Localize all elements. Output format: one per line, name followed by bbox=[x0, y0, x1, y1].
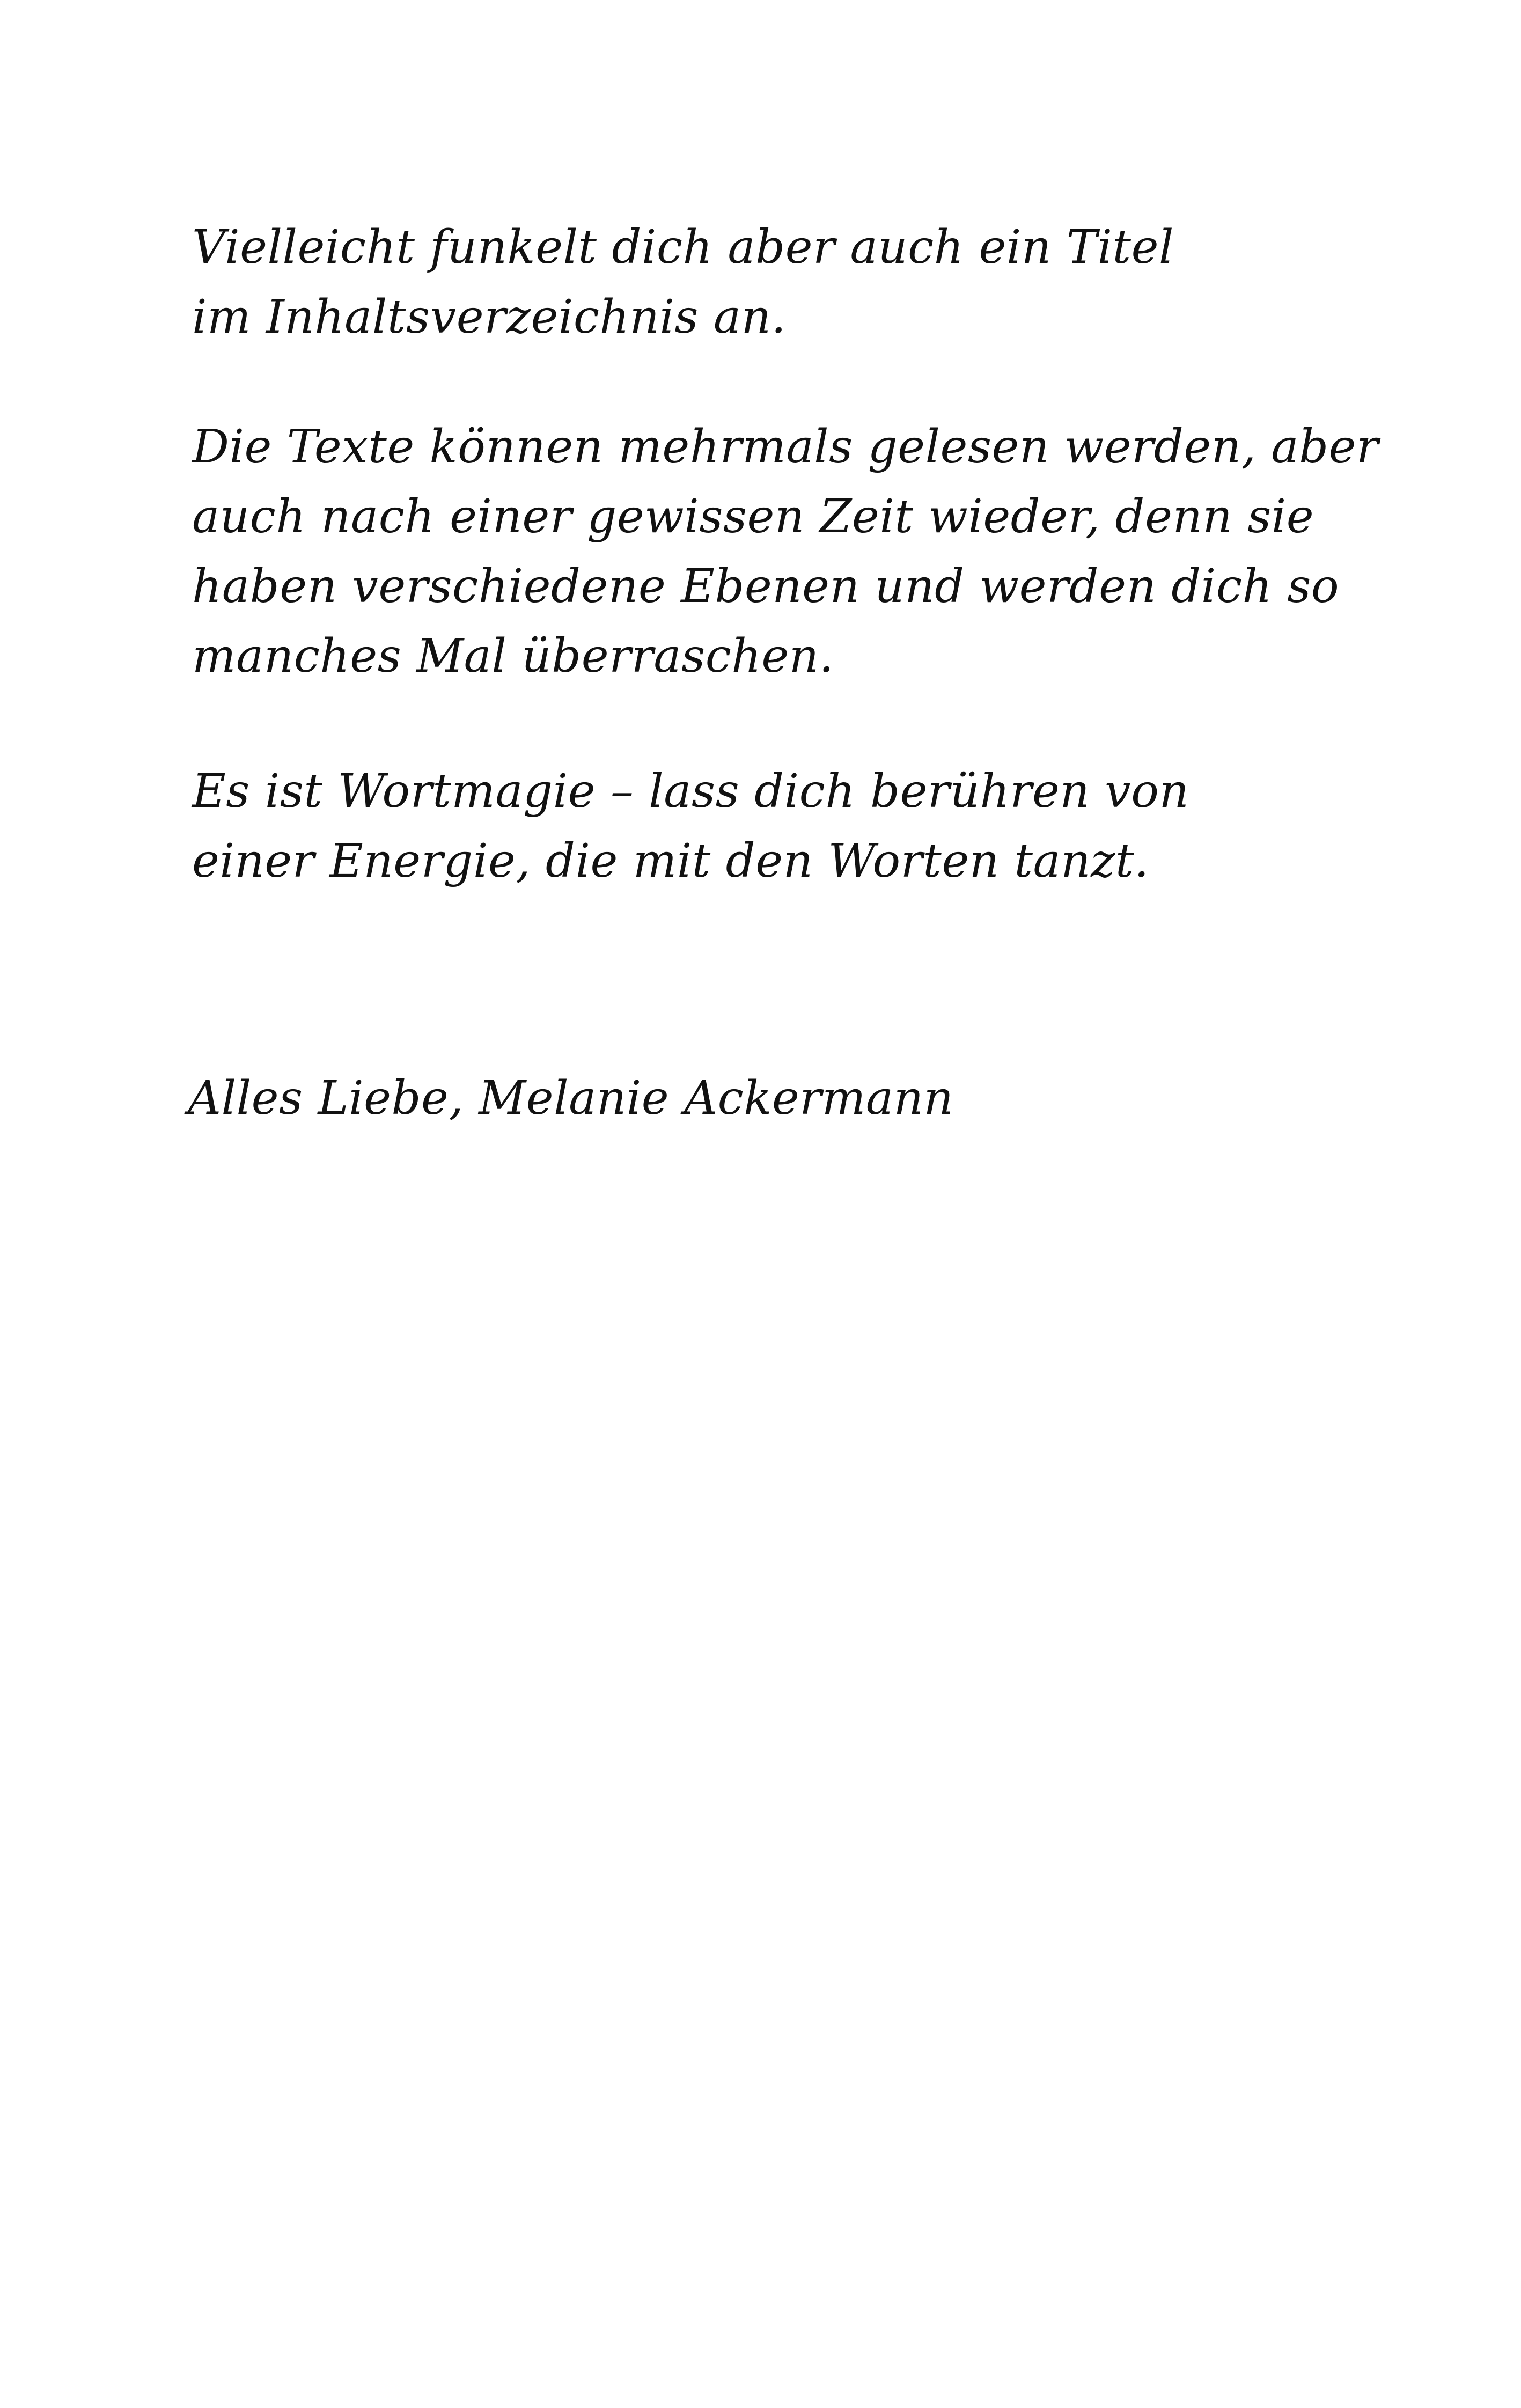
text-line: Es ist Wortmagie – lass dich berühren von bbox=[192, 765, 1189, 818]
text-line: Die Texte können mehrmals gelesen werden, aber bbox=[192, 420, 1379, 474]
text-line: Vielleicht funkelt dich aber auch ein Titel bbox=[192, 221, 1174, 274]
text-line: im Inhaltsverzeichnis an. bbox=[192, 290, 787, 344]
signature: Alles Liebe, Melanie Ackermann bbox=[188, 1071, 954, 1125]
text-line: manches Mal überraschen. bbox=[192, 629, 834, 683]
text-line: auch nach einer gewissen Zeit wieder, denn sie bbox=[192, 490, 1314, 544]
text-line: einer Energie, die mit den Worten tanzt. bbox=[192, 834, 1149, 888]
text-line: haben verschiedene Ebenen und werden dich so bbox=[192, 560, 1340, 613]
